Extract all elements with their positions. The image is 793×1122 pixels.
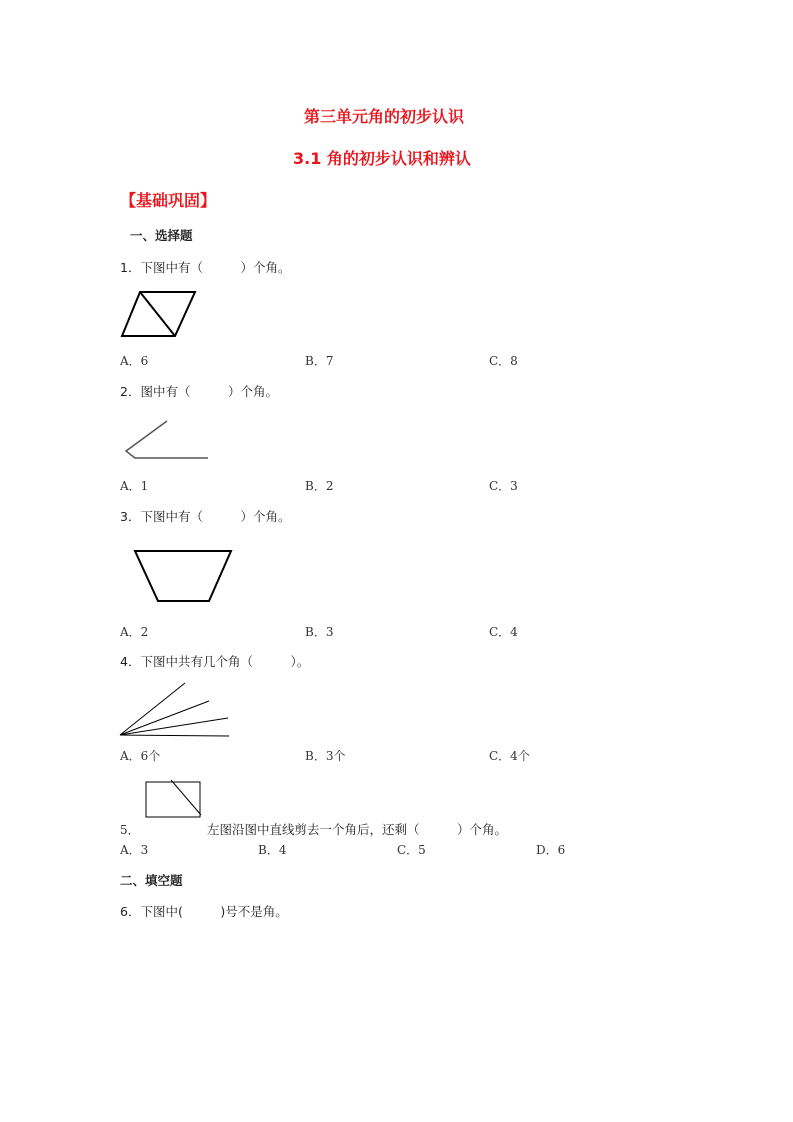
q4-rays-figure [120,683,229,736]
q1-option-a: A．6 [120,354,149,368]
question-6-stem: 6．下图中( )号不是角。 [120,904,288,919]
question-1-stem: 1．下图中有（ ）个角。 [120,260,291,275]
q5-option-a: A．3 [120,843,149,857]
q1-parallelogram-figure [122,292,195,336]
q1-option-b: B．7 [305,354,334,368]
question-5-number: 5． [120,823,140,837]
q3-option-c: C．4 [489,625,518,639]
q1-option-c: C．8 [489,354,518,368]
page-title: 第三单元角的初步认识 [304,107,465,126]
part-heading-fill: 二、填空题 [120,873,183,888]
q2-option-a: A．1 [120,479,149,493]
question-5-stem: 左图沿图中直线剪去一个角后，还剩（ ）个角。 [207,822,508,837]
q5-rectangle-figure [146,780,201,817]
q4-option-c: C．4个 [489,749,530,763]
q3-option-a: A．2 [120,625,149,639]
q2-angle-figure [126,421,208,458]
q3-option-b: B．3 [305,625,334,639]
q4-option-a: A．6个 [120,749,161,763]
question-3-stem: 3．下图中有（ ）个角。 [120,509,291,524]
page-subtitle: 3.1 角的初步认识和辨认 [293,149,471,168]
q5-option-b: B．4 [258,843,287,857]
q5-option-c: C．5 [397,843,426,857]
q3-trapezoid-figure [135,551,231,601]
q2-option-b: B．2 [305,479,334,493]
section-label: 【基础巩固】 [120,191,217,210]
part-heading-choice: 一、选择题 [130,228,193,243]
question-2-stem: 2．图中有（ ）个角。 [120,384,278,399]
question-4-stem: 4．下图中共有几个角（ ）。 [120,654,310,669]
q2-option-c: C．3 [489,479,518,493]
q5-option-d: D．6 [536,843,566,857]
q4-option-b: B．3个 [305,749,346,763]
